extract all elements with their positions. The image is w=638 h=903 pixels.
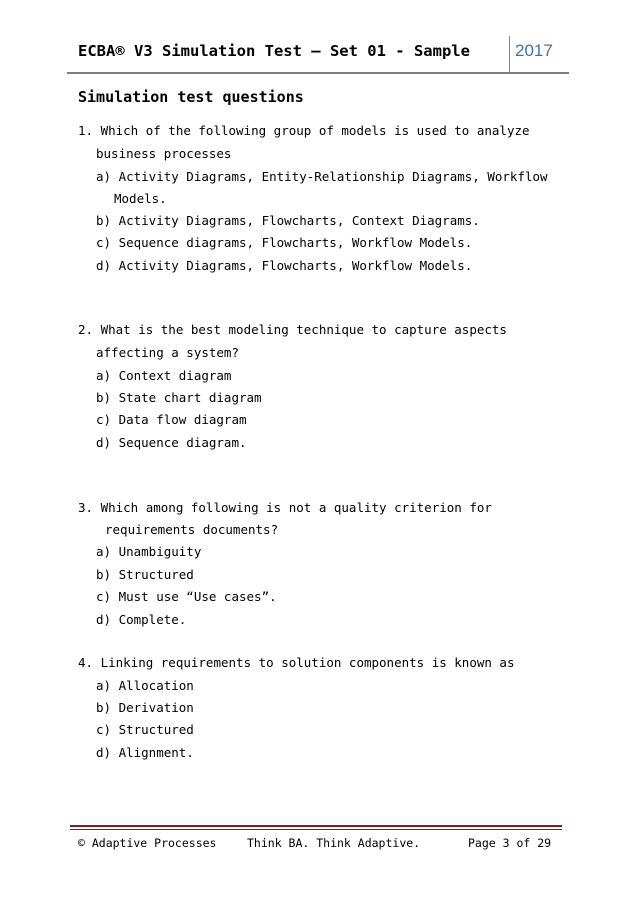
footer-page-number: Page 3 of 29 — [468, 836, 552, 850]
footer-rule-thin — [70, 829, 562, 830]
question-2-line-1: 2. What is the best modeling technique to capture aspects — [78, 322, 507, 337]
question-2-option-d: d) Sequence diagram. — [96, 435, 247, 450]
question-1-line-1: 1. Which of the following group of models is used to analyze — [78, 123, 530, 138]
question-3-line-1: 3. Which among following is not a quality criterion for — [78, 500, 492, 515]
question-1-option-a-cont: Models. — [114, 191, 167, 206]
question-1-option-d: d) Activity Diagrams, Flowcharts, Workflow Models. — [96, 258, 473, 273]
question-4-option-b: b) Derivation — [96, 700, 194, 715]
question-2-option-c: c) Data flow diagram — [96, 412, 247, 427]
question-4-option-a: a) Allocation — [96, 678, 194, 693]
question-1-option-c: c) Sequence diagrams, Flowcharts, Workflow Models. — [96, 235, 473, 250]
question-1-line-2: business processes — [96, 146, 232, 161]
question-3-option-b: b) Structured — [96, 567, 194, 582]
question-2-option-a: a) Context diagram — [96, 368, 232, 383]
question-4-line-1: 4. Linking requirements to solution components is known as — [78, 655, 515, 670]
question-3-option-d: d) Complete. — [96, 612, 187, 627]
question-3-option-a: a) Unambiguity — [96, 544, 202, 559]
page-header — [78, 36, 568, 74]
question-2-option-b: b) State chart diagram — [96, 390, 262, 405]
section-title: Simulation test questions — [78, 88, 304, 106]
question-4-option-d: d) Alignment. — [96, 745, 194, 760]
document-title: ECBA® V3 Simulation Test – Set 01 - Sample — [78, 42, 470, 60]
header-divider — [509, 36, 510, 72]
question-1-option-b: b) Activity Diagrams, Flowcharts, Context Diagrams. — [96, 213, 480, 228]
question-2-line-2: affecting a system? — [96, 345, 239, 360]
question-1-option-a: a) Activity Diagrams, Entity-Relationship Diagrams, Workflow — [96, 169, 548, 184]
header-rule — [67, 72, 569, 74]
footer-copyright: © Adaptive Processes — [78, 836, 217, 850]
question-4-option-c: c) Structured — [96, 722, 194, 737]
header-year: 2017 — [515, 41, 553, 60]
question-3-option-c: c) Must use “Use cases”. — [96, 589, 277, 604]
footer-tagline: Think BA. Think Adaptive. — [247, 836, 421, 850]
footer-rule — [70, 825, 562, 827]
question-3-line-2: requirements documents? — [105, 522, 279, 537]
